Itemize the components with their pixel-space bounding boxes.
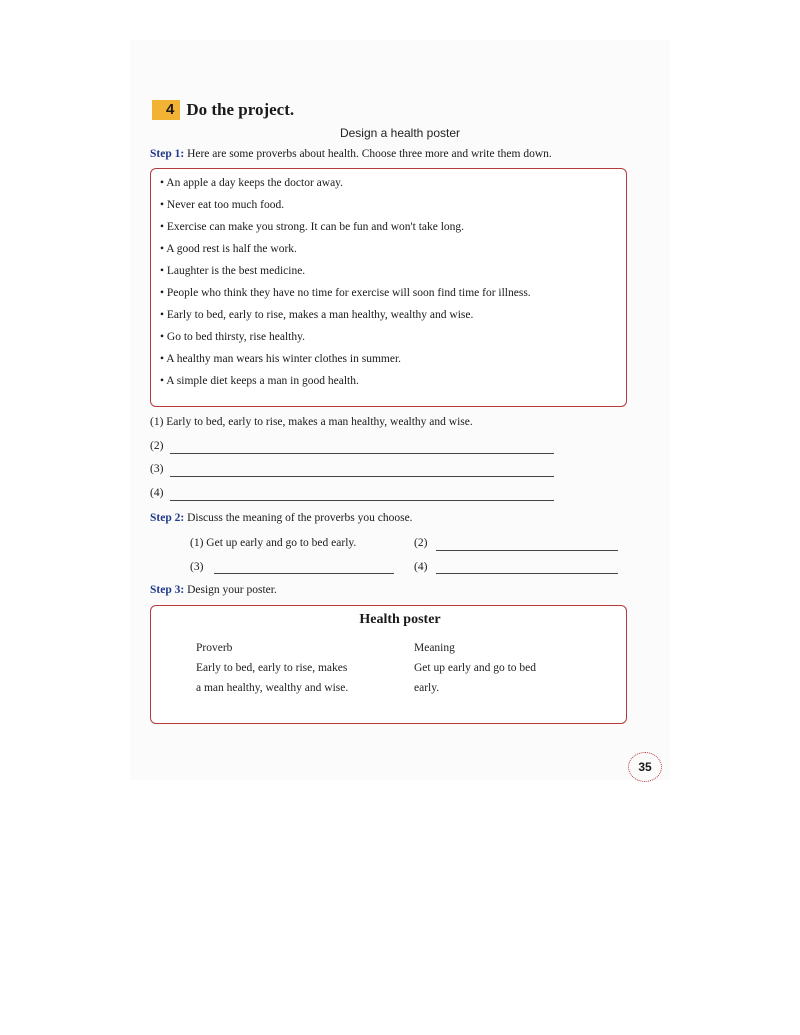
proverb-item: • Exercise can make you strong. It can be fun and won't take long. — [160, 221, 465, 233]
poster-col2-line: Get up early and go to bed — [414, 662, 536, 674]
poster-title: Health poster — [359, 612, 441, 627]
answer-2-blank[interactable] — [170, 453, 554, 454]
page-number: 35 — [628, 752, 662, 782]
proverb-item: • People who think they have no time for exercise will soon find time for illness. — [160, 287, 531, 299]
section-number-badge: 4 — [152, 100, 180, 120]
step2-instruction — [150, 512, 413, 524]
step1-instruction — [150, 148, 552, 160]
poster-col1-line: Early to bed, early to rise, makes — [196, 662, 348, 674]
meaning-4-label: (4) — [414, 561, 428, 573]
proverb-item: • Early to bed, early to rise, makes a man healthy, wealthy and wise. — [160, 309, 474, 321]
proverb-item: • A healthy man wears his winter clothes in summer. — [160, 353, 402, 365]
answer-3-blank[interactable] — [170, 476, 554, 477]
step2-text: Discuss the meaning of the proverbs you choose. — [184, 512, 413, 524]
meaning-1: (1) Get up early and go to bed early. — [190, 537, 357, 549]
step1-label: Step 1: — [150, 148, 185, 160]
proverb-item: • Laughter is the best medicine. — [160, 265, 306, 277]
step3-text: Design your poster. — [184, 584, 277, 596]
meaning-3-label: (3) — [190, 561, 204, 573]
proverb-item: • Never eat too much food. — [160, 199, 285, 211]
poster-col1-line: a man healthy, wealthy and wise. — [196, 682, 349, 694]
proverb-item: • Go to bed thirsty, rise healthy. — [160, 331, 305, 343]
proverb-item: • A good rest is half the work. — [160, 243, 297, 255]
section-title: Do the project. — [186, 100, 295, 119]
poster-col2-line: early. — [414, 682, 440, 694]
meaning-4-blank[interactable] — [436, 573, 618, 574]
poster-col2-heading: Meaning — [414, 642, 455, 654]
answer-4-label: (4) — [150, 487, 164, 499]
meaning-3-blank[interactable] — [214, 573, 394, 574]
answer-3-label: (3) — [150, 463, 164, 475]
step2-label: Step 2: — [150, 512, 185, 524]
answer-2-label: (2) — [150, 440, 164, 452]
answer-1: (1) Early to bed, early to rise, makes a man healthy, wealthy and wise. — [150, 416, 473, 428]
meaning-2-blank[interactable] — [436, 550, 618, 551]
step1-text: Here are some proverbs about health. Choose three more and write them down. — [184, 148, 552, 160]
step3-label: Step 3: — [150, 584, 185, 596]
answer-4-blank[interactable] — [170, 500, 554, 501]
step3-instruction — [150, 584, 277, 596]
poster-col1-heading: Proverb — [196, 642, 233, 654]
proverb-item: • A simple diet keeps a man in good health. — [160, 375, 359, 387]
section-subtitle: Design a health poster — [339, 126, 461, 140]
meaning-2-label: (2) — [414, 537, 428, 549]
proverb-item: • An apple a day keeps the doctor away. — [160, 177, 344, 189]
section-heading — [152, 99, 294, 121]
